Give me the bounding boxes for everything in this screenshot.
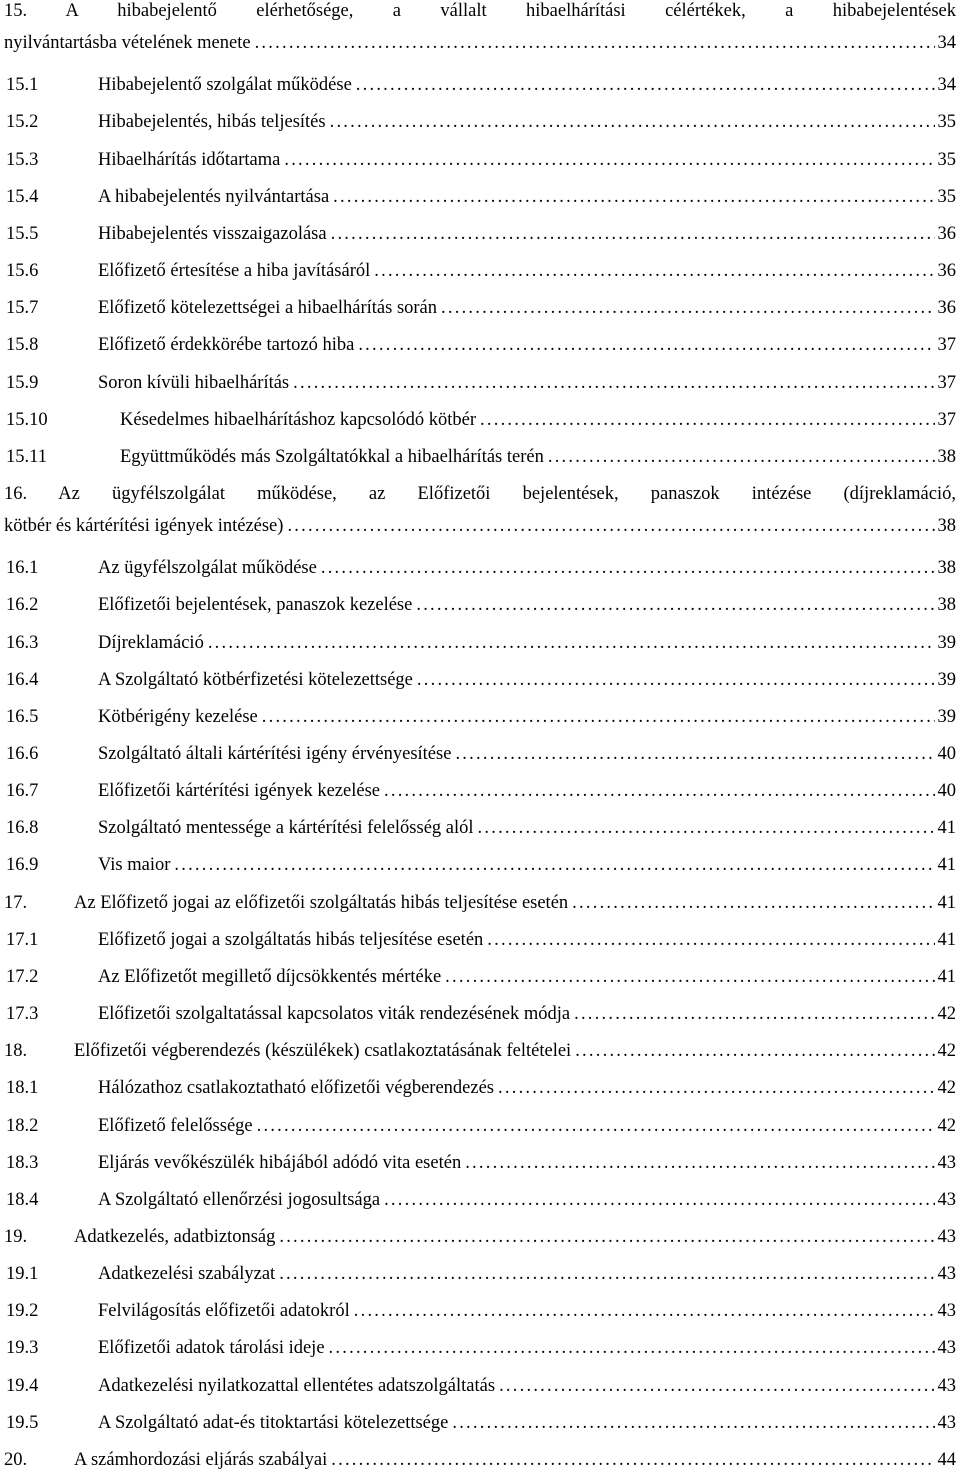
toc-entry[interactable]	[6, 1003, 956, 1025]
toc-page-number: 43	[937, 1189, 956, 1210]
toc-page-number: 38	[937, 446, 956, 467]
toc-entry[interactable]	[6, 409, 956, 431]
toc-entry[interactable]	[6, 74, 956, 96]
toc-number: 15.6	[6, 261, 39, 282]
toc-entry[interactable]	[6, 743, 956, 765]
toc-leader	[255, 32, 935, 54]
toc-number: 16.2	[6, 595, 39, 616]
toc-title: Hibabejelentés visszaigazolása	[98, 223, 327, 244]
toc-title: A Szolgáltató kötbérfizetési kötelezettsége	[98, 669, 413, 690]
toc-number: 18.4	[6, 1189, 39, 1210]
toc-leader	[174, 854, 934, 876]
toc-title: Adatkezelés, adatbiztonság	[74, 1226, 276, 1247]
toc-title: Hálózathoz csatlakoztatható előfizetői végberendezés	[98, 1078, 495, 1099]
toc-page-number: 44	[937, 1449, 956, 1470]
toc-title: Adatkezelési nyilatkozattal ellentétes adatszolgáltatás	[98, 1375, 496, 1396]
toc-number: 15.5	[6, 223, 39, 244]
toc-number: 18.	[4, 1041, 28, 1062]
toc-page-number: 43	[937, 1264, 956, 1285]
toc-title: Az Előfizető jogai az előfizetői szolgáltatás hibás teljesítése esetén	[74, 892, 569, 913]
toc-number: 16.3	[6, 632, 39, 653]
toc-page-number: 41	[937, 966, 956, 987]
toc-number: 16.1	[6, 558, 39, 579]
toc-number: 15.8	[6, 335, 39, 356]
toc-leader	[478, 817, 935, 839]
toc-leader	[498, 1077, 934, 1099]
toc-entry[interactable]	[6, 1375, 956, 1397]
toc-title-part: Az ügyfélszolgálat működése, az Előfizetői bejelentések, panaszok intézése (díjreklamáció,	[27, 483, 956, 504]
toc-page-number: 41	[937, 892, 956, 913]
toc-page-number: 36	[937, 223, 956, 244]
toc-page-number: 42	[937, 1041, 956, 1062]
toc-leader	[416, 594, 934, 616]
toc-entry[interactable]	[6, 1077, 956, 1099]
toc-page-number: 35	[937, 149, 956, 170]
toc-number: 15.	[4, 1, 28, 21]
toc-leader	[287, 515, 934, 537]
toc-title: Késedelmes hibaelhárításhoz kapcsolódó kötbér	[120, 409, 477, 430]
toc-number: 16.4	[6, 669, 39, 690]
toc-entry[interactable]	[6, 260, 956, 282]
toc-number: 19.4	[6, 1375, 39, 1396]
toc-entry[interactable]	[6, 706, 956, 728]
toc-title: Felvilágosítás előfizetői adatokról	[98, 1301, 350, 1322]
toc-leader	[262, 706, 935, 728]
toc-title: nyilvántartásba vételének menete	[4, 32, 251, 53]
toc-number: 15.1	[6, 75, 39, 96]
toc-leader	[480, 409, 934, 431]
toc-leader	[487, 929, 934, 951]
toc-leader	[356, 74, 935, 96]
toc-entry[interactable]	[6, 334, 956, 356]
toc-entry[interactable]	[6, 1412, 956, 1434]
toc-title: Hibabejelentés, hibás teljesítés	[98, 112, 326, 133]
toc-page-number: 37	[937, 409, 956, 430]
toc-page-number: 43	[937, 1375, 956, 1396]
toc-page-number: 36	[937, 298, 956, 319]
toc-leader	[321, 557, 935, 579]
toc-leader	[445, 966, 934, 988]
toc-leader	[331, 1449, 934, 1471]
toc-entry[interactable]	[6, 817, 956, 839]
toc-entry[interactable]	[6, 1263, 956, 1285]
toc-entry[interactable]	[6, 446, 956, 468]
toc-entry[interactable]	[6, 929, 956, 951]
toc-number: 18.3	[6, 1152, 39, 1173]
toc-number: 16.9	[6, 855, 39, 876]
toc-title: Előfizetői bejelentések, panaszok kezelése	[98, 595, 413, 616]
toc-heading-first-line	[4, 483, 956, 505]
toc-leader	[293, 372, 934, 394]
toc-title: Előfizető jogai a szolgáltatás hibás teljesítése esetén	[98, 929, 484, 950]
toc-number: 17.2	[6, 966, 39, 987]
toc-number: 15.4	[6, 186, 39, 207]
toc-entry[interactable]	[6, 557, 956, 579]
toc-page-number: 41	[937, 929, 956, 950]
toc-title: Együttműködés más Szolgáltatókkal a hibaelhárítás terén	[120, 446, 544, 467]
toc-entry[interactable]	[6, 186, 956, 208]
toc-entry[interactable]	[6, 1300, 956, 1322]
toc-leader	[384, 780, 935, 802]
toc-title: Előfizetői kártérítési igények kezelése	[98, 781, 380, 802]
toc-page-number: 38	[937, 515, 956, 536]
toc-title: Szolgáltató mentessége a kártérítési felelősség alól	[98, 818, 474, 839]
toc-entry[interactable]	[6, 780, 956, 802]
toc-entry[interactable]	[6, 1189, 956, 1211]
toc-leader	[574, 1003, 934, 1025]
toc-leader	[455, 743, 934, 765]
toc-number: 19.3	[6, 1338, 39, 1359]
toc-page-number: 41	[937, 818, 956, 839]
toc-number: 16.5	[6, 706, 39, 727]
toc-page-number: 38	[937, 595, 956, 616]
toc-entry[interactable]	[6, 1115, 956, 1137]
toc-title: A számhordozási eljárás szabályai	[74, 1449, 328, 1470]
toc-page-number: 41	[937, 855, 956, 876]
toc-page-number: 40	[937, 781, 956, 802]
toc-number: 19.2	[6, 1301, 39, 1322]
toc-number: 15.11	[6, 446, 47, 467]
toc-page-number: 42	[937, 1078, 956, 1099]
toc-title: Előfizető értesítése a hiba javításáról	[98, 261, 371, 282]
toc-title: Soron kívüli hibaelhárítás	[98, 372, 290, 393]
toc-leader	[279, 1226, 934, 1248]
toc-number: 19.1	[6, 1264, 39, 1285]
toc-title: Kötbérigény kezelése	[98, 706, 258, 727]
toc-entry[interactable]	[4, 892, 956, 914]
toc-page-number: 39	[937, 632, 956, 653]
toc-leader	[374, 260, 934, 282]
toc-leader	[499, 1375, 934, 1397]
toc-entry[interactable]	[6, 1152, 956, 1174]
toc-title: Hibaelhárítás időtartama	[98, 149, 281, 170]
toc-leader	[452, 1412, 934, 1434]
toc-number: 15.7	[6, 298, 39, 319]
toc-leader	[548, 446, 935, 468]
toc-title-part: A hibabejelentő elérhetősége, a vállalt hibaelhárítási célértékek, a hibabejelentések	[27, 1, 956, 21]
toc-title: Előfizető kötelezettségei a hibaelhárítás során	[98, 298, 438, 319]
toc-number: 19.5	[6, 1412, 39, 1433]
toc-entry[interactable]	[4, 1040, 956, 1062]
toc-leader	[417, 669, 935, 691]
toc-title: Az Előfizetőt megillető díjcsökkentés mértéke	[98, 966, 442, 987]
toc-number: 17.	[4, 892, 28, 913]
toc-page-number: 43	[937, 1338, 956, 1359]
toc-page-number: 43	[937, 1412, 956, 1433]
toc-title: Előfizető felelőssége	[98, 1115, 253, 1136]
toc-title: Előfizető érdekkörébe tartozó hiba	[98, 335, 355, 356]
toc-entry[interactable]	[6, 111, 956, 133]
toc-title: Hibabejelentő szolgálat működése	[98, 75, 352, 96]
toc-title: kötbér és kártérítési igények intézése)	[4, 515, 284, 536]
toc-page-number: 37	[937, 335, 956, 356]
toc-page-number: 37	[937, 372, 956, 393]
toc-number: 15.3	[6, 149, 39, 170]
toc-number: 17.3	[6, 1004, 39, 1025]
toc-title: Adatkezelési szabályzat	[98, 1264, 276, 1285]
toc-number: 20.	[4, 1449, 28, 1470]
toc-title: Díjreklamáció	[98, 632, 204, 653]
toc-leader	[333, 186, 934, 208]
toc-leader	[384, 1189, 934, 1211]
toc-entry[interactable]	[6, 297, 956, 319]
toc-leader	[330, 111, 935, 133]
toc-page-number: 38	[937, 558, 956, 579]
toc-leader	[257, 1115, 935, 1137]
toc-title: Eljárás vevőkészülék hibájából adódó vita esetén	[98, 1152, 462, 1173]
toc-page-number: 39	[937, 706, 956, 727]
toc-number: 16.7	[6, 781, 39, 802]
toc-leader	[329, 1337, 935, 1359]
toc-leader	[358, 334, 934, 356]
toc-entry[interactable]	[4, 1226, 956, 1248]
toc-page-number: 43	[937, 1226, 956, 1247]
toc-title: A Szolgáltató ellenőrzési jogosultsága	[98, 1189, 381, 1210]
toc-page-number: 35	[937, 112, 956, 133]
toc-page-number: 43	[937, 1152, 956, 1173]
toc-leader	[279, 1263, 934, 1285]
toc-number: 15.9	[6, 372, 39, 393]
toc-title: Az ügyfélszolgálat működése	[98, 558, 317, 579]
toc-title: Szolgáltató általi kártérítési igény érvényesítése	[98, 744, 452, 764]
toc-page-number: 34	[937, 32, 956, 53]
toc-entry[interactable]	[6, 149, 956, 171]
toc-page-number: 39	[937, 669, 956, 690]
toc-entry[interactable]	[6, 372, 956, 394]
toc-leader	[441, 297, 934, 319]
toc-entry[interactable]	[6, 632, 956, 654]
toc-leader	[465, 1152, 934, 1174]
toc-number: 15.2	[6, 112, 39, 133]
toc-entry[interactable]	[6, 854, 956, 876]
toc-number: 17.1	[6, 929, 39, 950]
toc-title: Vis maior	[98, 855, 171, 876]
toc-page-number: 35	[937, 186, 956, 207]
toc-title: A Szolgáltató adat-és titoktartási kötelezettsége	[98, 1412, 449, 1433]
toc-leader	[354, 1300, 935, 1322]
toc-leader	[572, 892, 934, 914]
toc-page-number: 36	[937, 261, 956, 282]
toc-entry[interactable]	[4, 32, 956, 54]
toc-title: Előfizetői szolgaltatással kapcsolatos viták rendezésének módja	[98, 1004, 571, 1025]
toc-title: Előfizetői végberendezés (készülékek) csatlakoztatásának feltételei	[74, 1041, 572, 1062]
toc-number: 18.2	[6, 1115, 39, 1136]
toc-entry[interactable]	[6, 594, 956, 616]
toc-leader	[208, 632, 935, 654]
toc-page-number: 34	[937, 75, 956, 96]
toc-number: 15.10	[6, 409, 48, 430]
toc-number: 19.	[4, 1226, 28, 1247]
toc-entry[interactable]	[6, 669, 956, 691]
toc-entry[interactable]	[4, 1449, 956, 1471]
toc-title: A hibabejelentés nyilvántartása	[98, 186, 330, 207]
toc-entry[interactable]	[4, 515, 956, 537]
toc-number: 16.	[4, 483, 28, 504]
toc-page-number: 40	[937, 744, 956, 764]
toc-number: 16.6	[6, 744, 39, 764]
toc-leader	[284, 149, 934, 171]
toc-title: Előfizetői adatok tárolási ideje	[98, 1338, 325, 1359]
toc-number: 18.1	[6, 1078, 39, 1099]
toc-page-number: 43	[937, 1301, 956, 1322]
toc-number: 16.8	[6, 818, 39, 839]
toc-entry[interactable]	[6, 1337, 956, 1359]
toc-entry[interactable]	[6, 223, 956, 245]
toc-leader	[331, 223, 935, 245]
toc-leader	[575, 1040, 934, 1062]
toc-entry[interactable]	[6, 966, 956, 988]
toc-page-number: 42	[937, 1115, 956, 1136]
toc-heading-first-line	[4, 0, 956, 22]
toc-page-number: 42	[937, 1004, 956, 1025]
